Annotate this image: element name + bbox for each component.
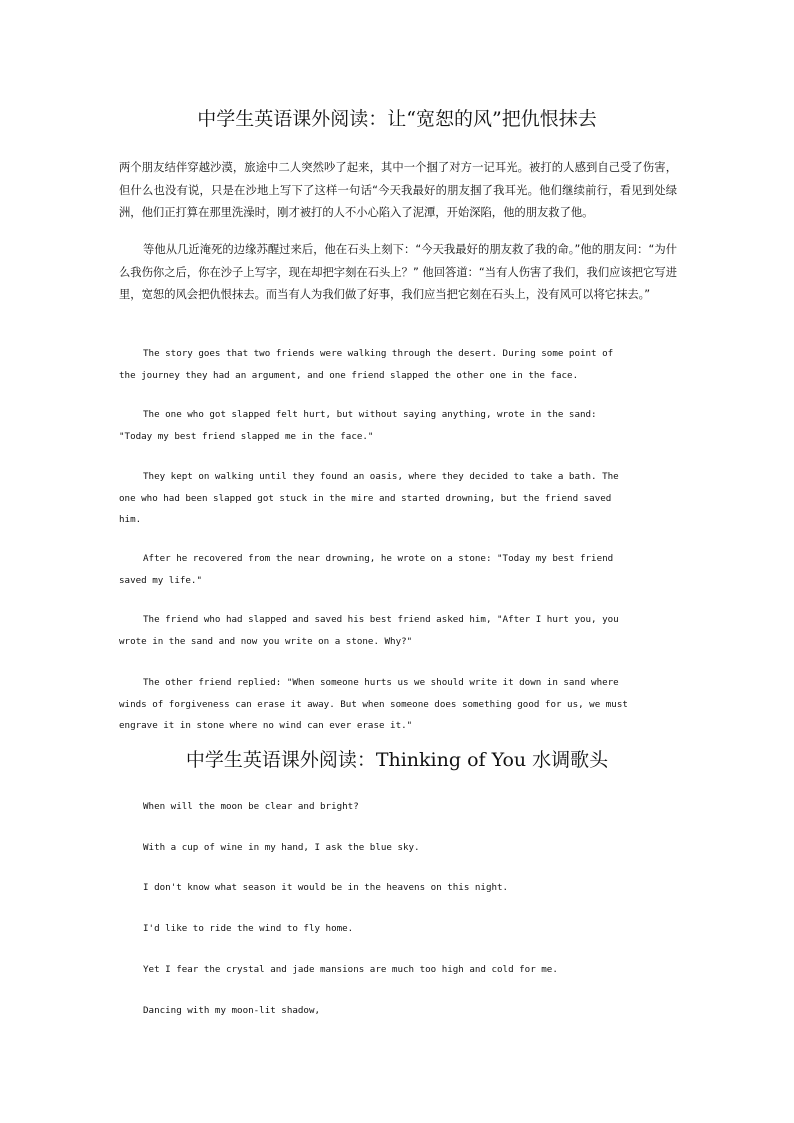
poem-line-2: With a cup of wine in my hand, I ask the blue sky. — [143, 842, 420, 853]
text-line: "Today my best friend slapped me in the face." — [119, 430, 374, 442]
poem-line-1: When will the moon be clear and bright? — [143, 801, 359, 812]
text-line: After he recovered from the near drowning, he wrote on a stone: "Today my best friend — [143, 553, 614, 564]
text-line: the journey they had an argument, and one friend slapped the other one in the face. — [119, 369, 579, 381]
text-line: The other friend replied: "When someone hurts us we should write it down in sand where — [143, 677, 619, 688]
text-line: The one who got slapped felt hurt, but without saying anything, wrote in the sand: — [143, 409, 597, 420]
poem-line-5: Yet I fear the crystal and jade mansions are much too high and cold for me. — [143, 964, 558, 975]
text-line: him. — [119, 514, 142, 525]
text-line: winds of forgiveness can erase it away. But when someone does something good for us, we must — [119, 698, 628, 710]
article-title-2: 中学生英语课外阅读：Thinking of You 水调歌头 — [185, 749, 609, 771]
poem-line-4: I'd like to ride the wind to fly home. — [143, 923, 354, 934]
text-line: saved my life." — [119, 574, 202, 586]
text-line: one who had been slapped got stuck in the mire and started drowning, but the friend saved — [119, 492, 612, 504]
chinese-paragraph-2: 等他从几近淹死的边缘苏醒过来后，他在石头上刻下：“今天我最好的朋友救了我的命。”他的朋友问：“为什么我伤你之后，你在沙子上写字，现在却把字刻在石头上？” 他回答道：“当有人伤害了我们，我们应该把它写进里，宽恕的风会把仇恨抹去。而当有人为我们做了好事，我们应当把它刻在石头上，没有风可以将它抹去。” — [119, 243, 677, 301]
text-line: They kept on walking until they found an oasis, where they decided to take a bath. The — [143, 471, 619, 482]
poem-line-6: Dancing with my moon-lit shadow, — [143, 1005, 321, 1016]
text-line: wrote in the sand and now you write on a stone. Why?" — [119, 635, 413, 647]
english-paragraph-1 — [119, 343, 679, 386]
text-line: The story goes that two friends were walking through the desert. During some point of — [143, 348, 614, 359]
text-line: The friend who had slapped and saved his best friend asked him, "After I hurt you, you — [143, 614, 619, 625]
chinese-paragraph-1: 两个朋友结伴穿越沙漠，旅途中二人突然吵了起来，其中一个掴了对方一记耳光。被打的人感到自己受了伤害，但什么也没有说，只是在沙地上写下了这样一句话“今天我最好的朋友掴了我耳光。他们继续前行，看见到处绿洲，他们正打算在那里洗澡时，刚才被打的人不小心陷入了泥潭，开始深陷，他的朋友救了他。 — [119, 161, 677, 219]
english-paragraph-2 — [119, 404, 679, 447]
english-paragraph-3 — [119, 466, 679, 531]
poem-line-3: I don't know what season it would be in the heavens on this night. — [143, 882, 509, 893]
english-paragraph-4 — [119, 548, 679, 591]
article-title-1: 中学生英语课外阅读：让“宽恕的风”把仇恨抹去 — [197, 108, 597, 130]
english-paragraph-5 — [119, 609, 679, 652]
english-paragraph-6 — [119, 672, 679, 737]
text-line: engrave it in stone where no wind can ever erase it." — [119, 720, 413, 731]
